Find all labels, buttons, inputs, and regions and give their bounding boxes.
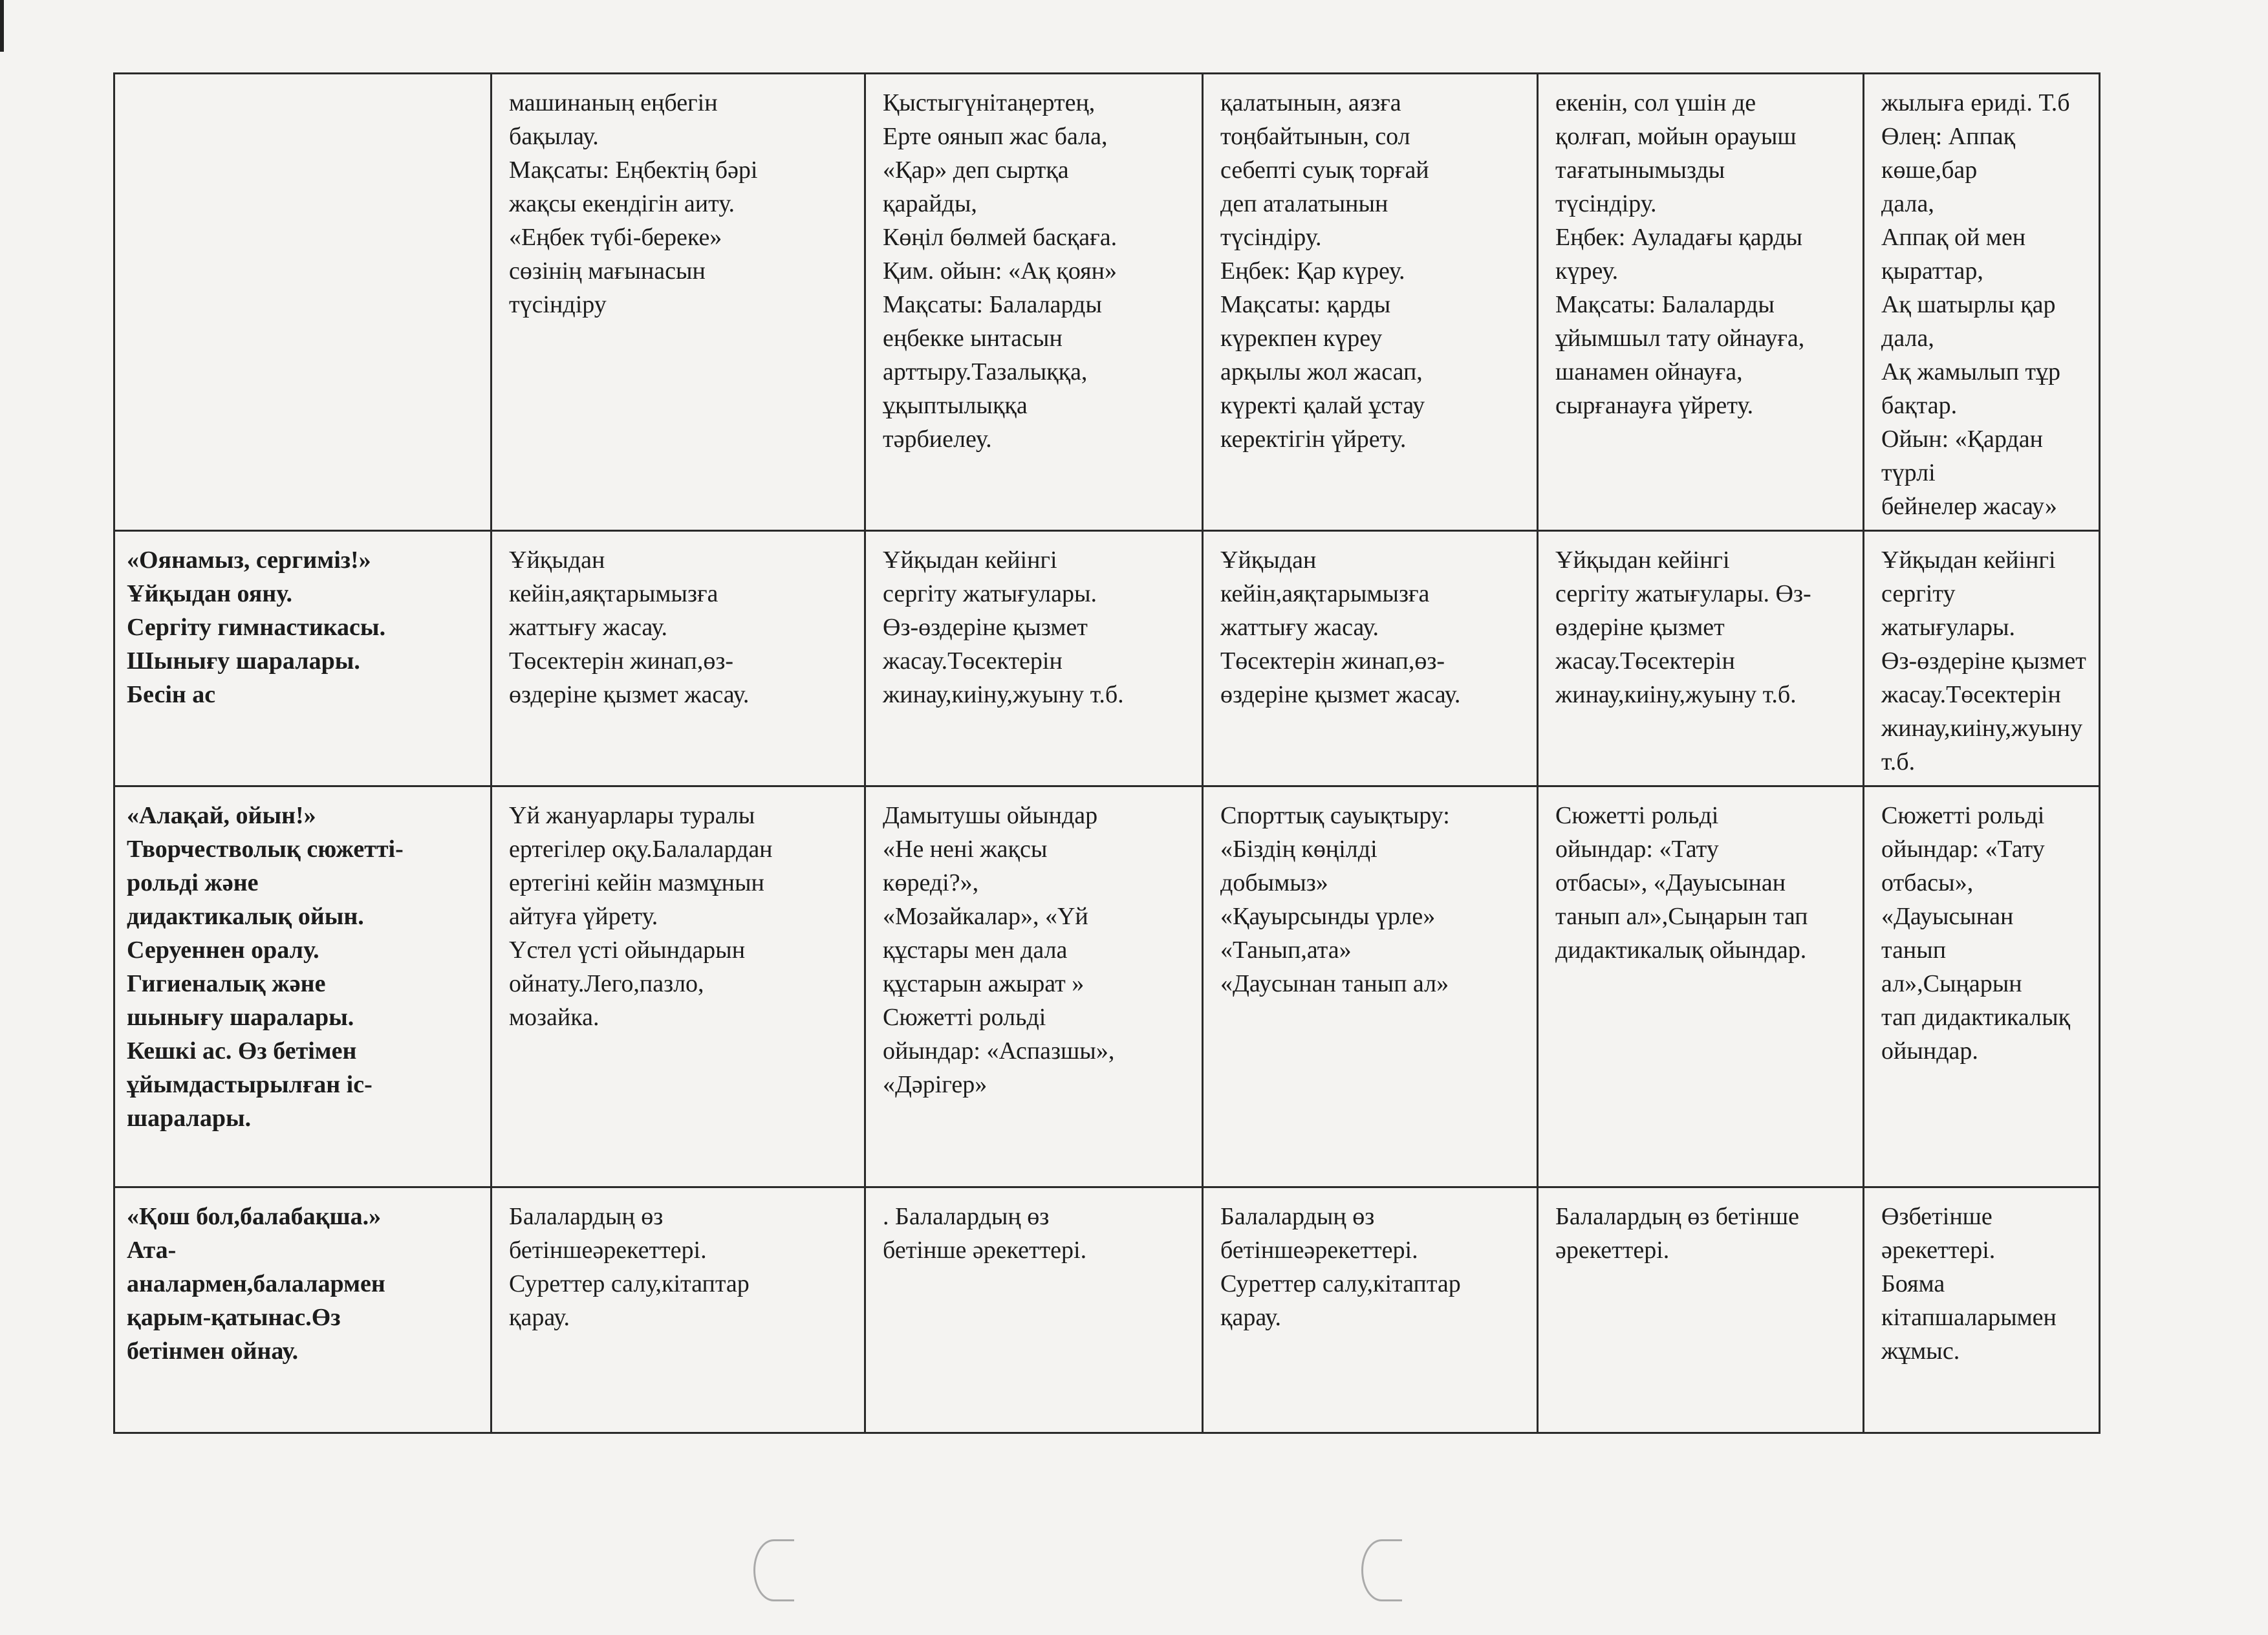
row-label: «Алақай, ойын!» Творчестволық сюжетті- рольді және дидактикалық ойын. Серуеннен оралу. Гигиеналық және шынығу шаралары. Кешкі ас. Өз бетімен ұйымдастырылған іс- шаралары.	[114, 786, 491, 1187]
punch-hole-mark	[753, 1539, 794, 1601]
table-cell: Дамытушы ойындар «Не нені жақсы көреді?», «Мозайкалар», «Үй құстары мен дала құстарын ажырат » Сюжетті рольді ойындар: «Аспазшы», «Дәрігер»	[865, 786, 1203, 1187]
table-cell: . Балалардың өз бетінше әрекеттері.	[865, 1187, 1203, 1433]
schedule-table	[113, 72, 2101, 1434]
table-cell: Өзбетінше әрекеттері. Бояма кітапшаларымен жұмыс.	[1864, 1187, 2100, 1433]
table-row	[114, 1187, 2100, 1433]
punch-hole-mark	[1361, 1539, 1402, 1601]
table-cell: Ұйқыдан кейінгі сергіту жатығулары. Өз- өздеріне қызмет жасау.Төсектерін жинау,киіну,жуыну т.б.	[1538, 531, 1864, 786]
scan-edge-mark	[0, 0, 4, 52]
table-row	[114, 786, 2100, 1187]
row-label	[114, 74, 491, 531]
table-cell: машинаның еңбегін бақылау. Мақсаты: Еңбектің бәрі жақсы екендігін аиту. «Еңбек түбі-береке» сөзінің мағынасын түсіндіру	[491, 74, 865, 531]
table-row	[114, 74, 2100, 531]
table-cell: Ұйқыдан кейін,аяқтарымызға жаттығу жасау. Төсектерін жинап,өз- өздеріне қызмет жасау.	[491, 531, 865, 786]
table-cell: Қыстыгүнітаңертең, Ерте оянып жас бала, «Қар» деп сыртқа қарайды, Көңіл бөлмей басқаға. Қим. ойын: «Ақ қоян» Мақсаты: Балаларды еңбекке ынтасын арттыру.Тазалыққа, ұқыптылыққа тәрбиелеу.	[865, 74, 1203, 531]
table-cell: Ұйқыдан кейінгі сергіту жатығулары. Өз-өздеріне қызмет жасау.Төсектерін жинау,киіну,жуыну т.б.	[1864, 531, 2100, 786]
table-cell: Үй жануарлары туралы ертегілер оқу.Балалардан ертегіні кейін мазмұнын айтуға үйрету. Үстел үсті ойындарын ойнату.Лего,пазло, мозайка.	[491, 786, 865, 1187]
table-cell: қалатынын, аязға тоңбайтынын, сол себепті суық торғай деп аталатынын түсіндіру. Еңбек: Қар күреу. Мақсаты: қарды күрекпен күреу арқылы жол жасап, күректі қалай ұстау керектігін үйрету.	[1203, 74, 1538, 531]
table-row	[114, 531, 2100, 786]
table-cell: Ұйқыдан кейін,аяқтарымызға жаттығу жасау. Төсектерін жинап,өз- өздеріне қызмет жасау.	[1203, 531, 1538, 786]
table-cell: Балалардың өз бетінше әрекеттері.	[1538, 1187, 1864, 1433]
row-label: «Оянамыз, сергиміз!» Ұйқыдан ояну. Сергіту гимнастикасы. Шынығу шаралары. Бесін ас	[114, 531, 491, 786]
table-cell: Спорттық сауықтыру: «Біздің көңілді добымыз» «Қауырсынды үрле» «Танып,ата» «Даусынан танып ал»	[1203, 786, 1538, 1187]
table-cell: екенін, сол үшін де қолғап, мойын орауыш тағатынымызды түсіндіру. Еңбек: Ауладағы қарды күреу. Мақсаты: Балаларды ұйымшыл тату ойнауға, шанамен ойнауға, сырғанауға үйрету.	[1538, 74, 1864, 531]
table-cell: Балалардың өз бетіншеәрекеттері. Суреттер салу,кітаптар қарау.	[491, 1187, 865, 1433]
table-cell: Сюжетті рольді ойындар: «Тату отбасы», «Дауысынан танып ал»,Сыңарын тап дидактикалық ойындар.	[1864, 786, 2100, 1187]
table-cell: жылыға ериді. Т.б Өлең: Аппақ көше,бар дала, Аппақ ой мен қыраттар, Ақ шатырлы қар дала, Ақ жамылып тұр бақтар. Ойын: «Қардан түрлі бейнелер жасау»	[1864, 74, 2100, 531]
row-label: «Қош бол,балабақша.» Ата- аналармен,балалармен қарым-қатынас.Өз бетінмен ойнау.	[114, 1187, 491, 1433]
table-cell: Ұйқыдан кейінгі сергіту жатығулары. Өз-өздеріне қызмет жасау.Төсектерін жинау,киіну,жуыну т.б.	[865, 531, 1203, 786]
table-cell: Балалардың өз бетіншеәрекеттері. Суреттер салу,кітаптар қарау.	[1203, 1187, 1538, 1433]
table-cell: Сюжетті рольді ойындар: «Тату отбасы», «Дауысынан танып ал»,Сыңарын тап дидактикалық ойындар.	[1538, 786, 1864, 1187]
